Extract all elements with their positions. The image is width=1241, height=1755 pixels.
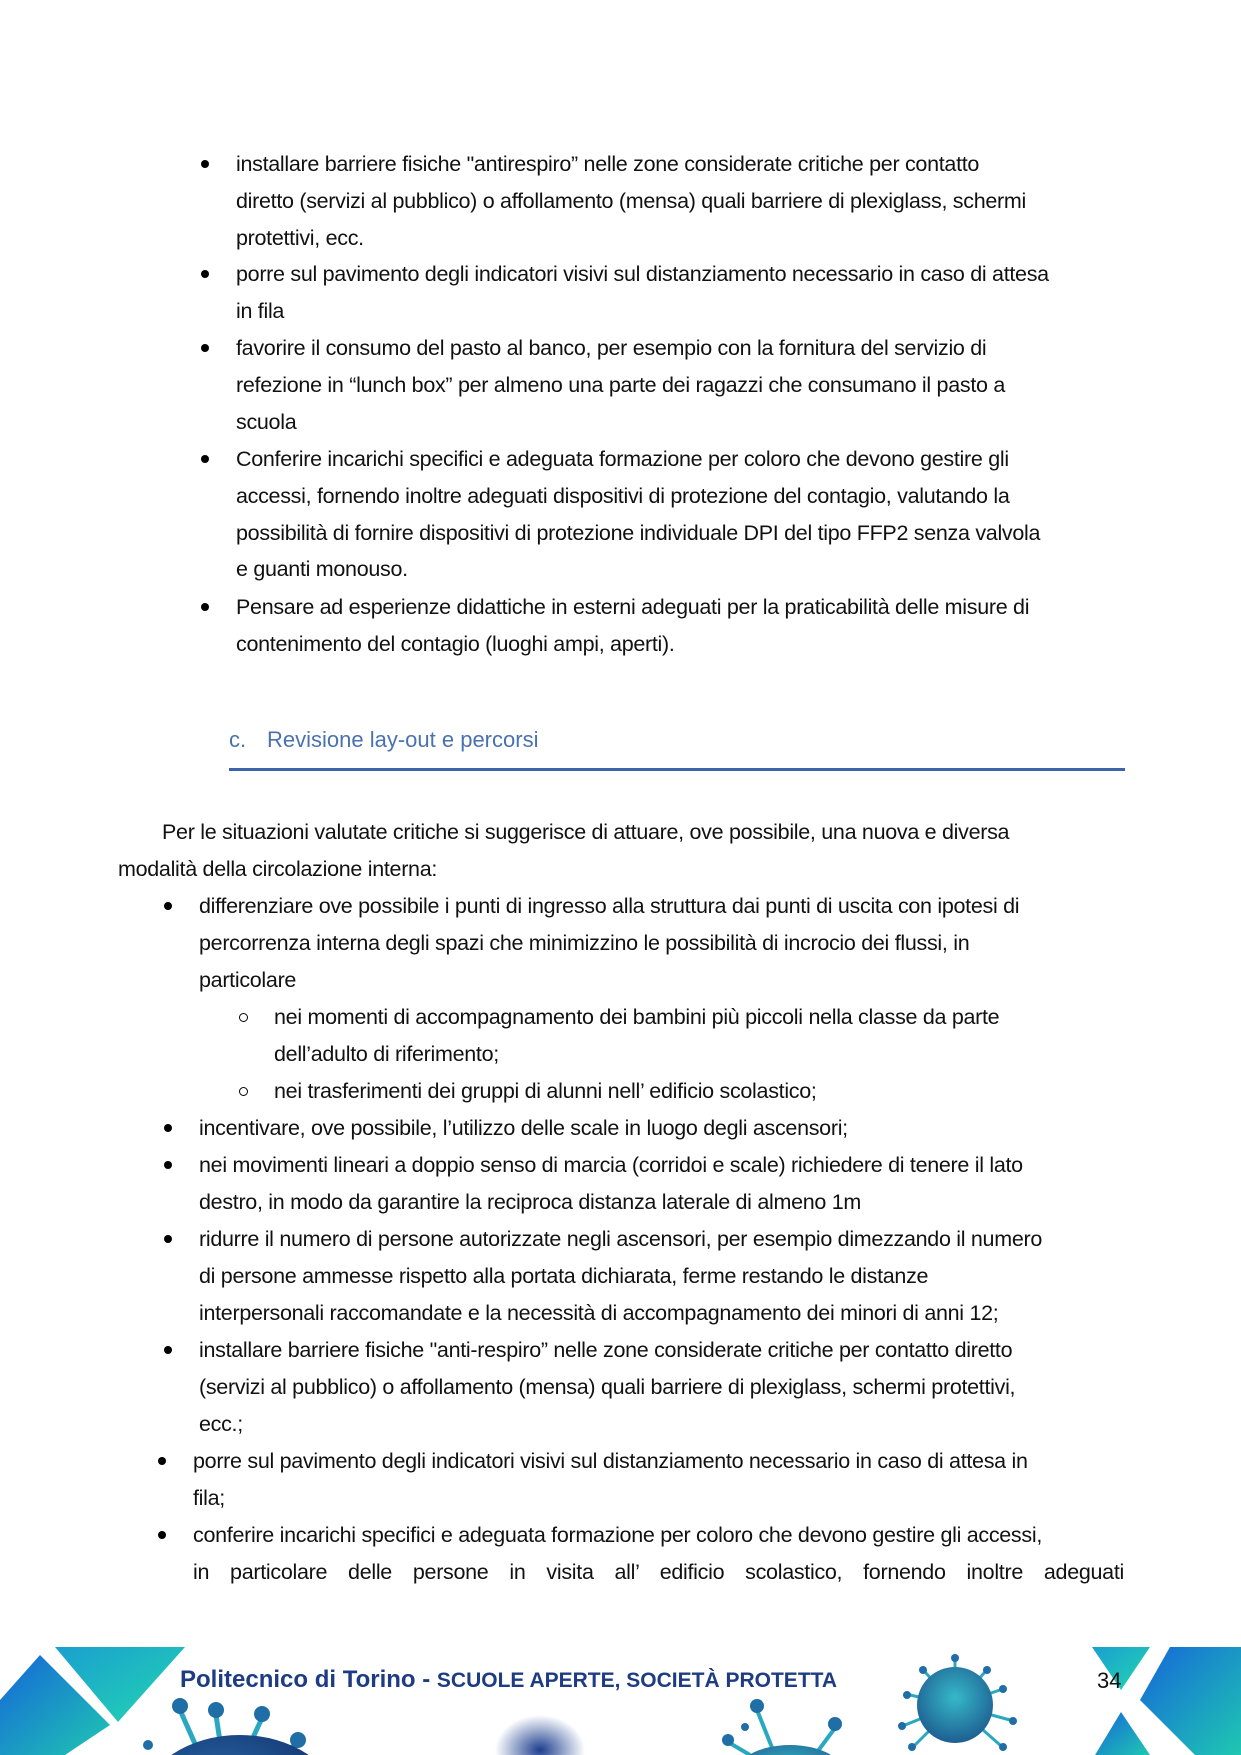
bullet-icon — [164, 1124, 172, 1132]
section-heading — [229, 727, 1125, 753]
circle-bullet-icon — [239, 1013, 248, 1022]
bullet-icon — [164, 902, 172, 910]
bullet-icon — [201, 603, 209, 611]
footer-banner — [0, 1640, 1241, 1755]
list-item: nei movimenti lineari a doppio senso di marcia (corridoi e scale) richiedere di tenere il lato destro, in modo da garantire la reciproca distanza laterale di almeno 1m — [199, 1147, 1124, 1221]
bullet-icon — [201, 344, 209, 352]
list-item: installare barriere fisiche "anti-respiro” nelle zone considerate critiche per contatto diretto (servizi al pubblico) o affollamento (mensa) quali barriere di plexiglass, schermi protettivi, ecc.; — [199, 1332, 1124, 1443]
list-item: incentivare, ove possibile, l’utilizzo delle scale in luogo degli ascensori; — [199, 1110, 1124, 1147]
bullet-icon — [164, 1235, 172, 1243]
bullet-icon — [201, 160, 209, 168]
virus-decoration-left — [143, 1698, 335, 1755]
list-item: porre sul pavimento degli indicatori visivi sul distanziamento necessario in caso di attesa in fila; — [193, 1443, 1124, 1517]
heading-underline — [229, 768, 1125, 771]
list-item: conferire incarichi specifici e adeguata formazione per coloro che devono gestire gli accessi, in particolare delle persone in visita all’ edificio scolastico, fornendo inoltre adeguati — [193, 1517, 1124, 1591]
bullet-list-1 — [236, 146, 1124, 663]
bullet-icon — [158, 1457, 166, 1465]
blurred-virus-decoration — [495, 1715, 585, 1755]
bullet-icon — [158, 1531, 166, 1539]
list-item: installare barriere fisiche "antirespiro” nelle zone considerate critiche per contatto diretto (servizi al pubblico) o affollamento (mensa) quali barriere di plexiglass, schermi protettivi, ecc. — [236, 146, 1124, 256]
section-title: Revisione lay-out e percorsi — [267, 727, 539, 752]
list-item: Conferire incarichi specifici e adeguata formazione per coloro che devono gestire gli accessi, fornendo inoltre adeguati dispositivi di protezione del contagio, valutando la possibilità di fornire dispositivi di protezione individuale DPI del tipo FFP2 senza valvola e guanti monouso. — [236, 441, 1124, 589]
list-item: ridurre il numero di persone autorizzate negli ascensori, per esempio dimezzando il numero di persone ammesse rispetto alla portata dichiarata, ferme restando le distanze interpersonali raccomandate e la necessità di accompagnamento dei minori di anni 12; — [199, 1221, 1124, 1332]
list-item: favorire il consumo del pasto al banco, per esempio con la fornitura del servizio di refezione in “lunch box” per almeno una parte dei ragazzi che consumano il pasto a scuola — [236, 330, 1124, 441]
bullet-icon — [164, 1346, 172, 1354]
page-number: 34 — [1097, 1668, 1122, 1693]
section-number: c. — [229, 727, 247, 752]
bullet-icon — [201, 455, 209, 463]
intro-paragraph: Per le situazioni valutate critiche si suggerisce di attuare, ove possibile, una nuova e diversa modalità della circolazione interna: — [118, 820, 1010, 881]
bullet-icon — [164, 1161, 172, 1169]
bullet-list-2 — [193, 888, 1124, 1591]
list-item: porre sul pavimento degli indicatori visivi sul distanziamento necessario in caso di attesa in fila — [236, 256, 1124, 330]
list-item: Pensare ad esperienze didattiche in esterni adeguati per la praticabilità delle misure di contenimento del contagio (luoghi ampi, aperti). — [236, 589, 1124, 663]
list-item: differenziare ove possibile i punti di ingresso alla struttura dai punti di uscita con ipotesi di percorrenza interna degli spazi che minimizzino le possibilità di incrocio dei flussi, in particolare — [199, 888, 1124, 999]
sub-list-item: nei trasferimenti dei gruppi di alunni nell’ edificio scolastico; — [274, 1073, 1124, 1110]
circle-bullet-icon — [239, 1087, 248, 1096]
bullet-icon — [201, 270, 209, 278]
left-geometric-decoration — [0, 1647, 185, 1755]
sub-list-item: nei momenti di accompagnamento dei bambini più piccoli nella classe da parte dell’adulto di riferimento; — [274, 999, 1124, 1073]
footer-title: Politecnico di Torino - SCUOLE APERTE, SOCIETÀ PROTETTA — [180, 1666, 838, 1693]
right-geometric-decoration — [1092, 1647, 1241, 1755]
